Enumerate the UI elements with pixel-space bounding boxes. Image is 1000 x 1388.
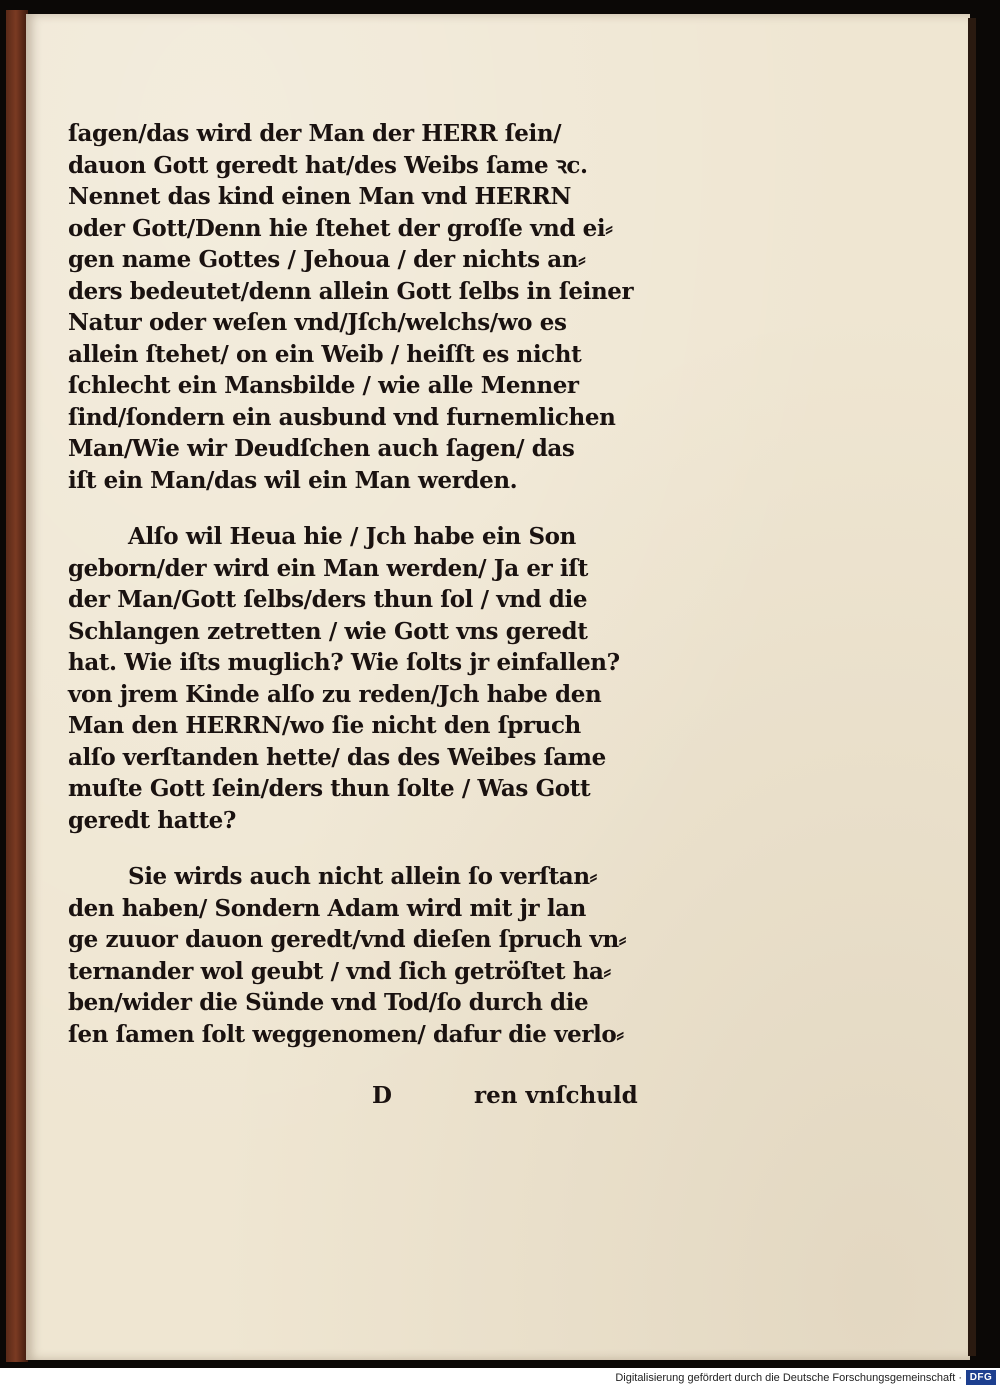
page-edge-right [968, 18, 976, 1356]
text-line: Alſo wil Heua hie / Jch habe ein Son [128, 523, 576, 550]
text-line: iſt ein Man/das wil ein Man werden. [68, 466, 518, 494]
text-line: allein ſtehet/ on ein Weib / heiſſt es nicht [68, 340, 582, 368]
text-line: oder Gott/Denn hie ſtehet der groſſe vnd ei⸗ [68, 214, 613, 242]
text-line: Nennet das kind einen Man vnd HERRN [68, 183, 572, 210]
text-line: Sie wirds auch nicht allein ſo verſtan⸗ [128, 863, 597, 890]
paragraph-2 [68, 521, 688, 836]
text-line: ſen ſamen ſolt weggenomen/ dafur die verlo⸗ [68, 1020, 624, 1048]
text-line: hat. Wie iſts muglich? Wie ſolts jr einfallen? [68, 649, 620, 676]
text-line: ſchlecht ein Mansbilde / wie alle Menner [68, 372, 579, 399]
paragraph-1 [68, 118, 688, 496]
text-line: ternander wol geubt / vnd ſich getröſtet ha⸗ [68, 957, 611, 985]
catchword: ren vnſchuld [474, 1082, 638, 1109]
funding-note: Digitalisierung gefördert durch die Deutsche Forschungsgemeinschaft · [615, 1372, 962, 1384]
signature-mark: D [372, 1082, 392, 1109]
text-line: den haben/ Sondern Adam wird mit jr lan [68, 894, 586, 922]
text-line: ſind/ſondern ein ausbund vnd furnemlichen [68, 403, 616, 431]
dfg-logo-icon: DFG [966, 1370, 996, 1385]
text-line: geredt hatte? [68, 806, 236, 834]
text-line: ders bedeutet/denn allein Gott ſelbs in ſeiner [68, 277, 634, 305]
text-line: Natur oder weſen vnd/Jſch/welchs/wo es [68, 309, 567, 336]
text-line: der Man/Gott ſelbs/ders thun ſol / vnd die [68, 586, 588, 613]
text-line: geborn/der wird ein Man werden/ Ja er iſt [68, 554, 588, 582]
text-line: ſagen/das wird der Man der HERR ſein/ [68, 120, 562, 147]
footer-bar [0, 1368, 1000, 1388]
book-page [26, 14, 970, 1360]
text-line: Man den HERRN/wo ſie nicht den ſpruch [68, 712, 581, 739]
signature-catchword-line [372, 1080, 652, 1112]
text-line: von jrem Kinde alſo zu reden/Jch habe den [68, 680, 602, 708]
text-line: ge zuuor dauon geredt/vnd dieſen ſpruch vn⸗ [68, 926, 627, 953]
text-line: muſte Gott ſein/ders thun ſolte / Was Gott [68, 775, 591, 802]
text-line: Schlangen zetretten / wie Gott vns geredt [68, 617, 588, 645]
text-line: alſo verſtanden hette/ das des Weibes ſame [68, 743, 606, 771]
text-line: gen name Gottes / Jehoua / der nichts an⸗ [68, 246, 586, 273]
text-line: dauon Gott geredt hat/des Weibs ſame ꝛc. [68, 151, 588, 179]
text-line: Man/Wie wir Deudſchen auch ſagen/ das [68, 435, 575, 462]
page-text [68, 118, 688, 1050]
text-line: ben/wider die Sünde vnd Tod/ſo durch die [68, 989, 589, 1016]
book-spine-edge [6, 10, 28, 1362]
paragraph-3 [68, 861, 688, 1050]
